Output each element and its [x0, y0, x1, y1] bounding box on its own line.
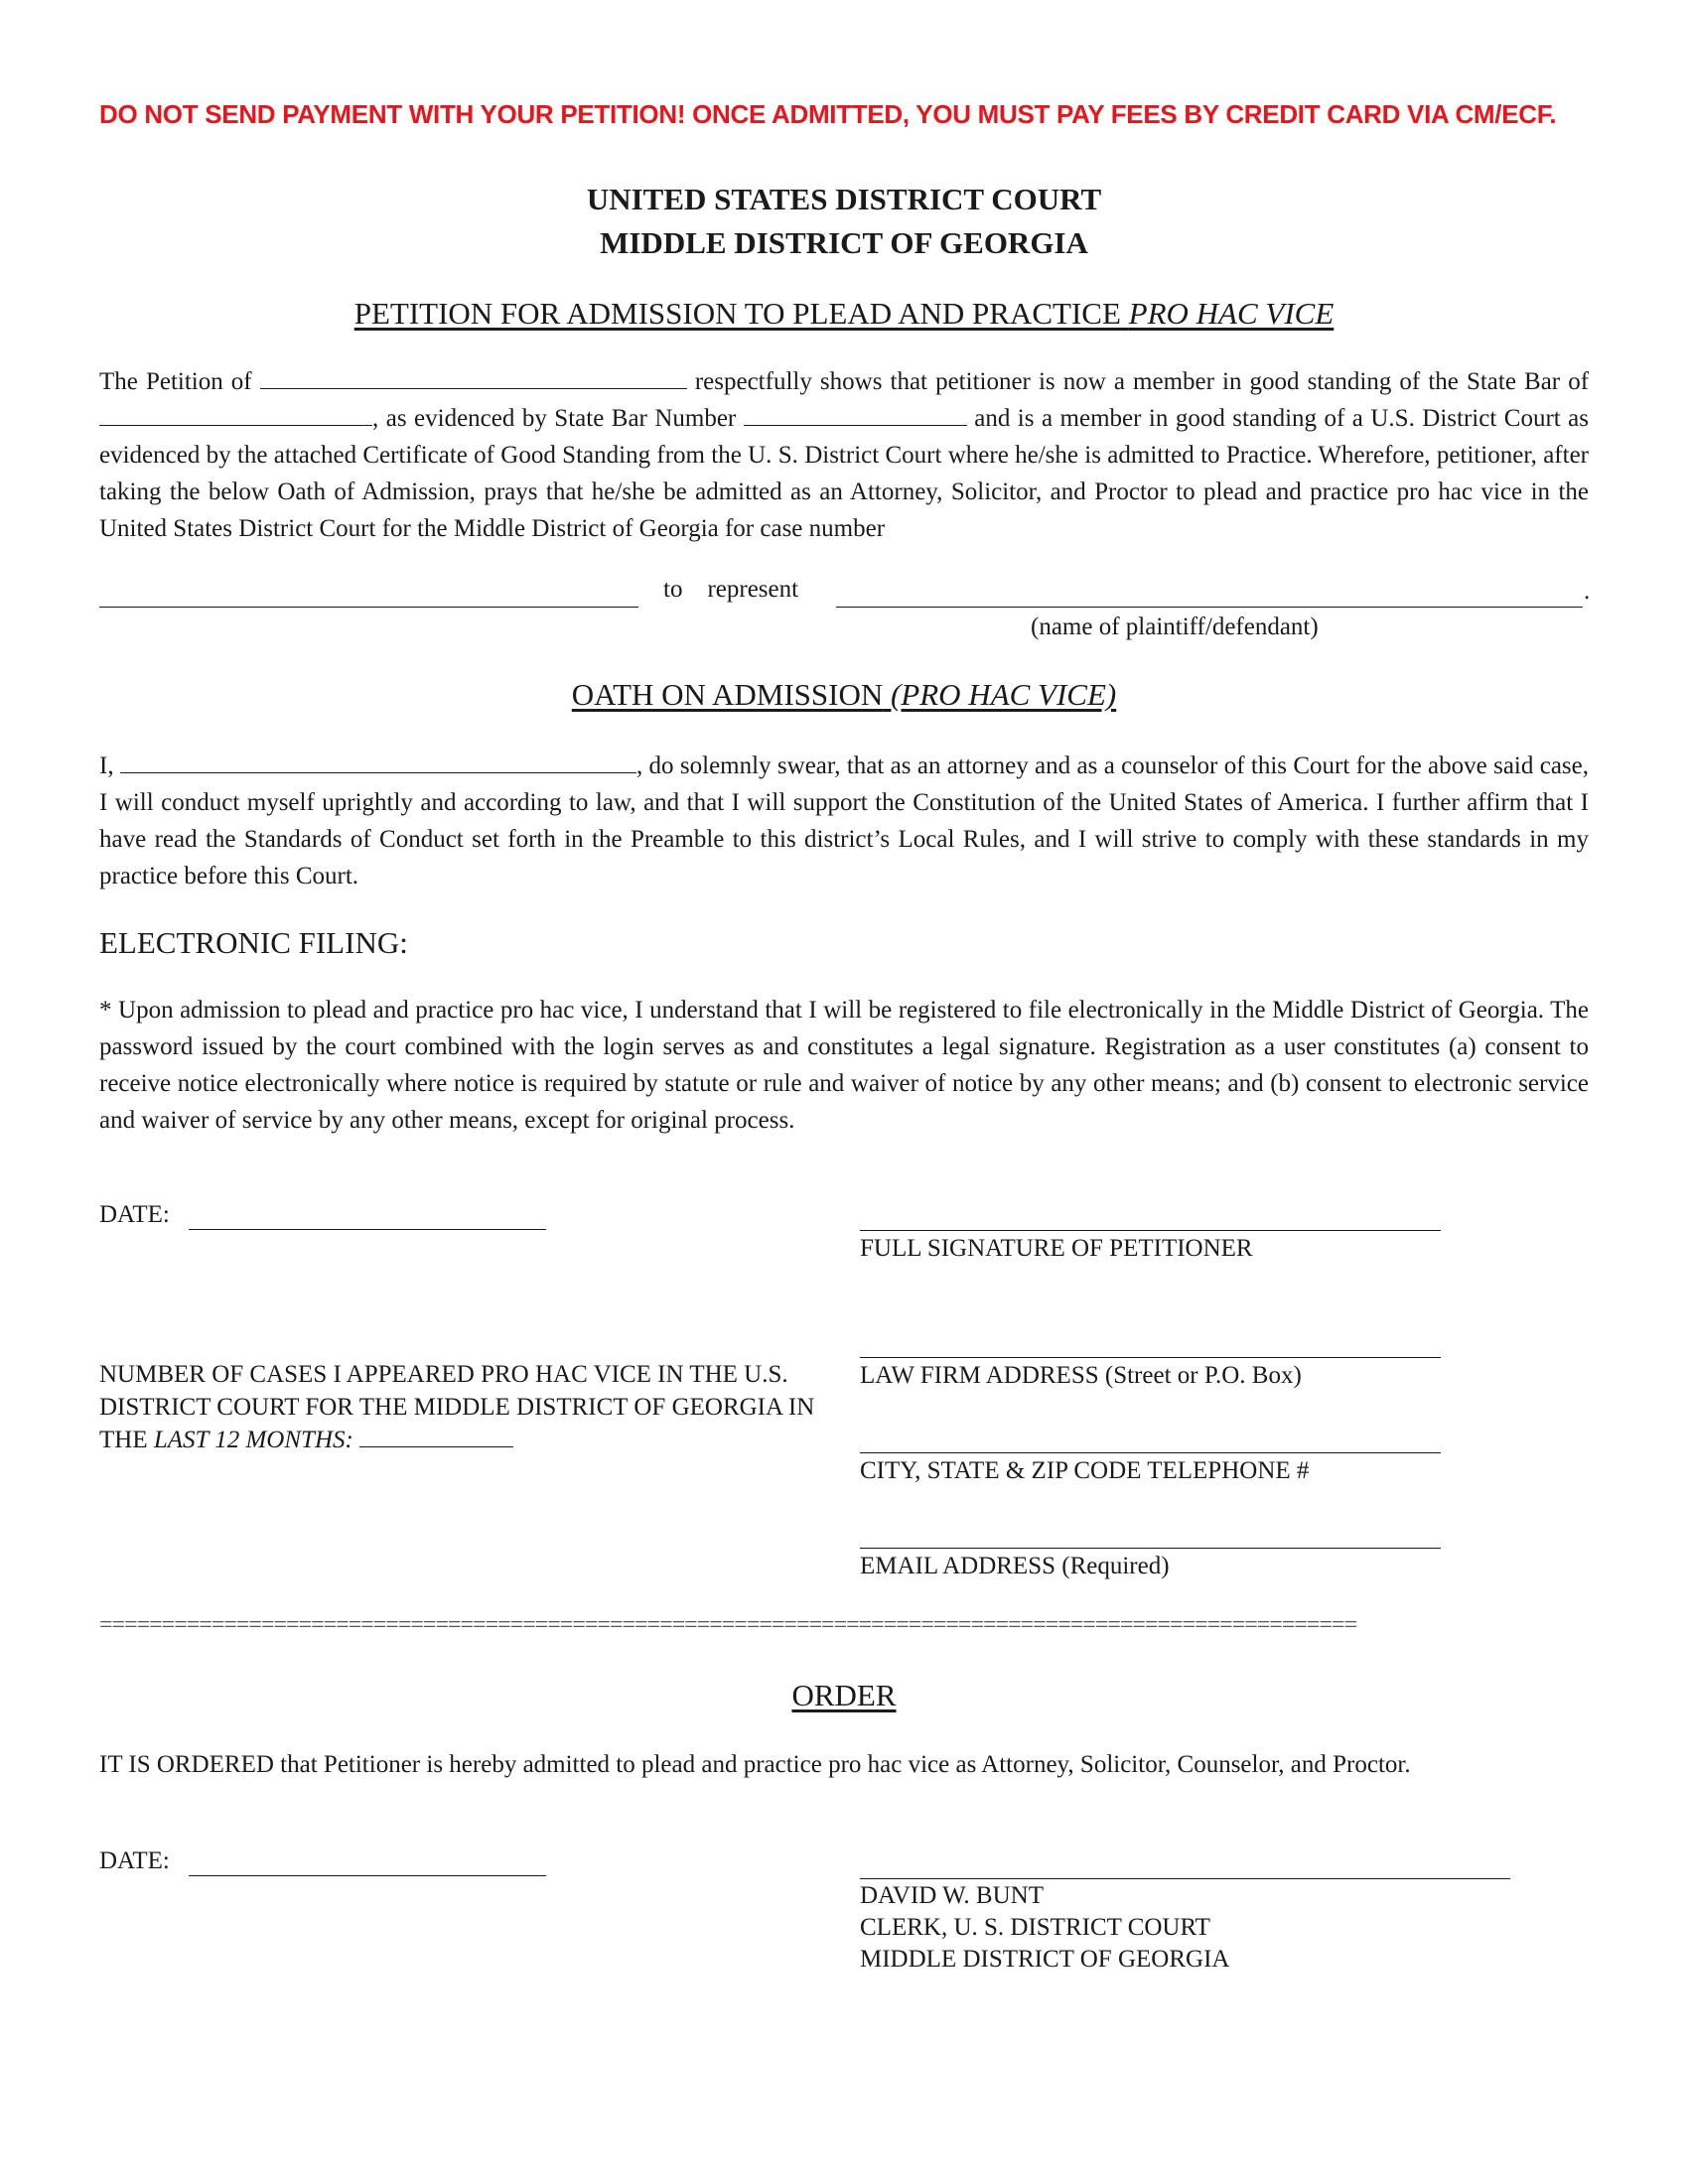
city-state-label: CITY, STATE & ZIP CODE TELEPHONE # [860, 1457, 1310, 1484]
law-firm-address-label: LAW FIRM ADDRESS (Street or P.O. Box) [860, 1362, 1302, 1389]
clerk-district: MIDDLE DISTRICT OF GEORGIA [860, 1946, 1230, 1973]
order-title: ORDER [791, 1678, 897, 1712]
email-label: EMAIL ADDRESS (Required) [860, 1553, 1170, 1579]
section-separator: ===================================================================================================== [99, 1612, 1357, 1638]
date-field[interactable] [189, 1229, 546, 1230]
order-date-label: DATE: [99, 1847, 170, 1874]
court-name: UNITED STATES DISTRICT COURT [586, 182, 1102, 216]
full-signature-label: FULL SIGNATURE OF PETITIONER [860, 1235, 1253, 1262]
clerk-name: DAVID W. BUNT [860, 1882, 1044, 1909]
bar-number-field[interactable] [744, 403, 967, 426]
law-firm-address-field[interactable] [860, 1357, 1441, 1358]
petitioner-name-field[interactable] [260, 366, 687, 389]
order-text: IT IS ORDERED that Petitioner is hereby admitted to plead and practice pro hac vice as Attorney, Solicitor, Counselor, and Proctor. [99, 1751, 1411, 1778]
cases-count-field[interactable] [359, 1427, 513, 1447]
efiling-heading: ELECTRONIC FILING: [99, 925, 408, 960]
email-field[interactable] [860, 1548, 1441, 1549]
city-state-field[interactable] [860, 1452, 1441, 1453]
court-district: MIDDLE DISTRICT OF GEORGIA [600, 225, 1088, 260]
cases-count-label: NUMBER OF CASES I APPEARED PRO HAC VICE IN THE U.S. DISTRICT COURT FOR THE MIDDLE DISTRICT OF GEORGIA IN THE LAST 12 MONTHS: [99, 1361, 815, 1453]
date-label: DATE: [99, 1201, 170, 1228]
party-name-field[interactable] [836, 607, 1583, 608]
party-caption: (name of plaintiff/defendant) [1031, 614, 1319, 640]
petition-title: PETITION FOR ADMISSION TO PLEAD AND PRACTICE PRO HAC VICE [353, 296, 1335, 331]
case-number-field[interactable] [99, 607, 638, 608]
oath-title: OATH ON ADMISSION (PRO HAC VICE) [571, 677, 1117, 712]
oath-paragraph: I, , do solemnly swear, that as an attorney and as a counselor of this Court for the above said case, I will conduct myself uprightly and according to law, and that I will support the Constitution of the United States of America. I further affirm that I have read the Standards of Conduct set forth in the Preamble to this district’s Local Rules, and I will strive to comply with these standards in my practice before this Court. [99, 752, 1589, 889]
state-bar-field[interactable] [99, 403, 372, 426]
order-date-field[interactable] [189, 1875, 546, 1876]
signature-line[interactable] [860, 1230, 1441, 1231]
payment-warning: DO NOT SEND PAYMENT WITH YOUR PETITION! ONCE ADMITTED, YOU MUST PAY FEES BY CREDIT CARD VIA CM/ECF. [99, 99, 1557, 129]
efiling-paragraph: * Upon admission to plead and practice pro hac vice, I understand that I will be registered to file electronically in the Middle District of Georgia. The password issued by the court combined with the login serves as and constitutes a legal signature. Registration as a user constitutes (a) consent to receive notice electronically where notice is required by statute or rule and waiver of notice by any other means; and (b) consent to electronic service and waiver of service by any other means, except for original process. [99, 997, 1589, 1134]
period: . [1584, 578, 1591, 605]
petition-paragraph: The Petition of respectfully shows that petitioner is now a member in good standing of the State Bar of , as evidenced by State Bar Number and is a member in good standing of a U.S. District Court as evidenced by the attached Certificate of Good Standing from the U. S. District Court where he/she is admitted to Practice. Wherefore, petitioner, after taking the below Oath of Admission, prays that he/she be admitted as an Attorney, Solicitor, and Proctor to plead and practice pro hac vice in the United States District Court for the Middle District of Georgia for case number [99, 368, 1590, 542]
to-represent-label: to represent [663, 576, 799, 603]
clerk-title: CLERK, U. S. DISTRICT COURT [860, 1914, 1210, 1941]
oath-name-field[interactable] [120, 751, 636, 773]
